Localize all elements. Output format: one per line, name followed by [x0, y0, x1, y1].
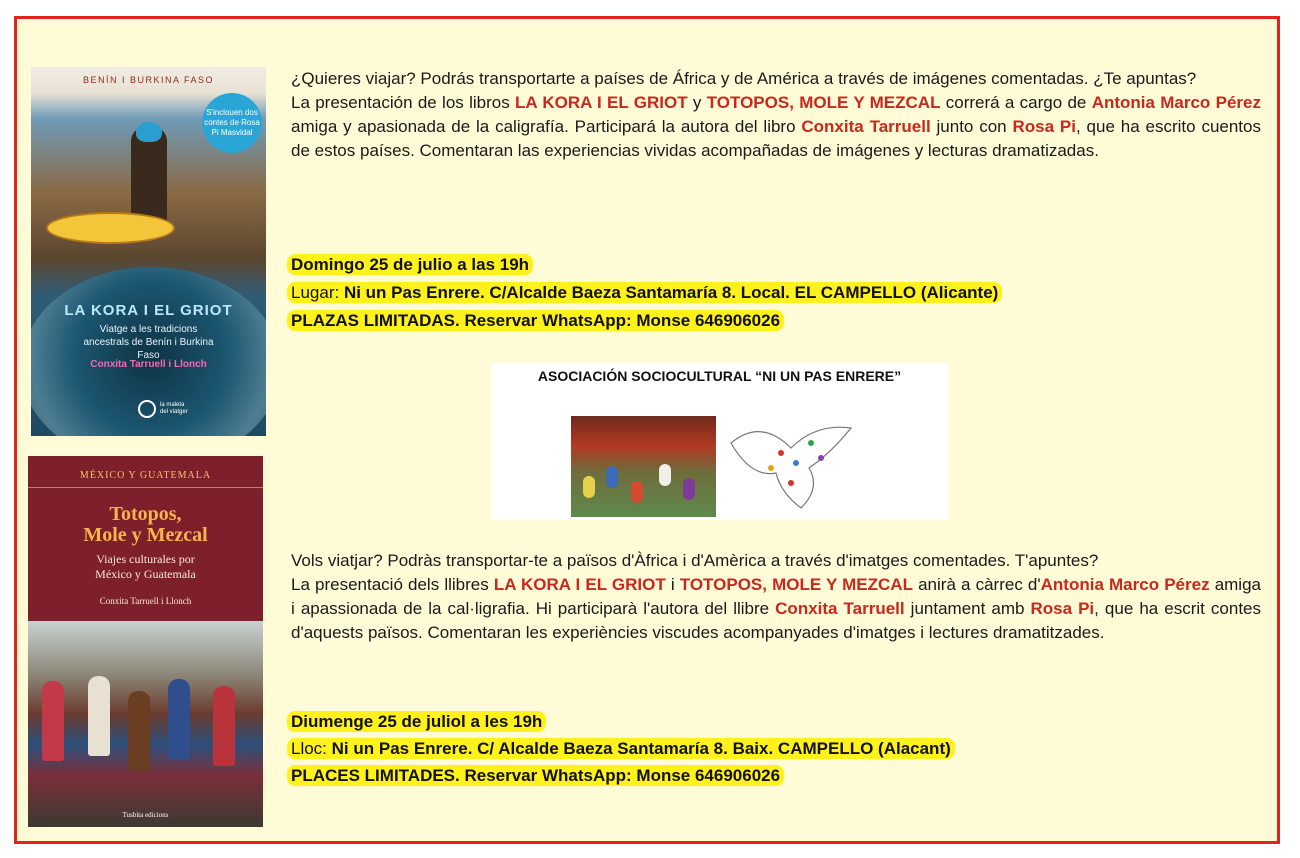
es-text-a: La presentación de los libros — [291, 93, 515, 112]
ca-co-author: Rosa Pi — [1030, 599, 1095, 618]
painted-figure — [631, 481, 643, 503]
es-place-label: Lugar: — [291, 283, 344, 302]
es-intro: ¿Quieres viajar? Podrás transportarte a países de África y de América a través de imágenes comentadas. ¿Te apuntas? — [291, 69, 1197, 88]
es-booking-line — [287, 308, 784, 334]
ca-author: Conxita Tarruell — [775, 599, 905, 618]
ca-date: Diumenge 25 de juliol a les 19h — [287, 711, 546, 732]
ca-intro: Vols viatjar? Podràs transportar-te a països d'Àfrica i d'Amèrica a través d'imatges comentades. T'apuntes? — [291, 551, 1099, 570]
es-presentation — [291, 91, 1261, 163]
festival-photo — [28, 621, 263, 827]
ca-paragraph — [291, 549, 1261, 645]
publisher-logo-icon — [138, 400, 156, 418]
ca-date-line — [287, 709, 546, 735]
es-paragraph — [291, 67, 1261, 163]
ca-text-d: juntament amb — [904, 599, 1031, 618]
es-presenter: Antonia Marco Pérez — [1091, 93, 1261, 112]
painted-figure — [683, 478, 695, 500]
ca-text-a: La presentació dels llibres — [291, 575, 494, 594]
cover1-badge — [202, 93, 262, 153]
cover2-subtitle-line1: Viajes culturales por — [96, 552, 195, 566]
association-box — [491, 363, 948, 520]
es-text-d: junto con — [930, 117, 1013, 136]
ca-booking: PLACES LIMITADES. Reservar WhatsApp: Monse 646906026 — [287, 765, 784, 786]
cover1-publisher-text: la maleta del viatger — [160, 402, 188, 415]
cover2-subtitle — [28, 552, 263, 582]
es-book1: LA KORA I EL GRIOT — [515, 93, 688, 112]
cover2-title — [28, 504, 263, 546]
dancers-painting — [571, 416, 716, 517]
ca-book2: TOTOPOS, MOLE Y MEZCAL — [679, 575, 913, 594]
dancer-figure — [128, 691, 150, 771]
association-title: ASOCIACIÓN SOCIOCULTURAL “NI UN PAS ENRERE” — [537, 368, 902, 384]
es-book2: TOTOPOS, MOLE Y MEZCAL — [706, 93, 941, 112]
ca-text-b: anirà a càrrec d' — [912, 575, 1041, 594]
cover1-publisher — [138, 400, 194, 418]
ca-place-line — [287, 736, 955, 762]
painted-figure — [659, 464, 671, 486]
es-text-e: , que ha escrito cuentos de estos países. Comentaran las experiencias vividas acompañadas de imágenes y lecturas dramatizadas. — [291, 117, 1261, 160]
cover2-title-line2: Mole y Mezcal — [83, 524, 208, 546]
es-text-and: y — [687, 93, 707, 112]
ca-text-e: , que ha escrit contes d'aquests països. Comentaran les experiències viscudes acompanyades d'imatges i lectures dramatitzades. — [291, 599, 1262, 642]
es-text-c: amiga y apasionada de la caligrafía. Participará la autora del libro — [291, 117, 802, 136]
book-cover-kora — [31, 67, 266, 436]
dancer-figure — [168, 679, 190, 759]
ca-presentation — [291, 573, 1261, 645]
painted-figure — [583, 476, 595, 498]
es-text-b: correrá a cargo de — [940, 93, 1092, 112]
book-cover-totopos — [28, 456, 263, 827]
cover1-title: LA KORA I EL GRIOT — [64, 302, 233, 319]
es-author: Conxita Tarruell — [801, 117, 931, 136]
headscarf — [136, 122, 162, 142]
dancer-figure — [213, 686, 235, 766]
cover2-title-line1: Totopos, — [109, 503, 182, 525]
ca-booking-line — [287, 763, 784, 789]
painted-figure — [606, 466, 618, 488]
ca-place-label: Lloc: — [291, 739, 332, 758]
es-place-line — [287, 280, 1002, 306]
cover2-divider — [28, 487, 263, 488]
es-date: Domingo 25 de julio a las 19h — [287, 254, 533, 275]
ca-place: Ni un Pas Enrere. C/ Alcalde Baeza Santamaría 8. Baix. CAMPELLO (Alacant) — [331, 739, 951, 758]
bowl-image — [46, 212, 175, 244]
es-co-author: Rosa Pi — [1012, 117, 1076, 136]
cover2-author: Conxita Tarruell i Llonch — [99, 596, 192, 606]
ca-presenter: Antonia Marco Pérez — [1040, 575, 1210, 594]
es-date-line — [287, 252, 533, 278]
es-place: Ni un Pas Enrere. C/Alcalde Baeza Santamaría 8. Local. EL CAMPELLO (Alicante) — [343, 283, 999, 302]
ca-text-c: amiga i apassionada de la cal·ligrafia. Hi participarà l'autora del llibre — [291, 575, 1261, 618]
cover2-subtitle-line2: México y Guatemala — [95, 567, 196, 581]
cover1-region: BENÍN I BURKINA FASO — [82, 75, 215, 85]
peace-dove-icon — [721, 413, 861, 518]
ca-book1: LA KORA I EL GRIOT — [493, 575, 666, 594]
cover1-subtitle: Viatge a les tradicions ancestrals de Benín i Burkina Faso — [83, 324, 214, 361]
dancer-figure — [42, 681, 64, 761]
es-booking: PLAZAS LIMITADAS. Reservar WhatsApp: Monse 646906026 — [287, 310, 784, 331]
dancer-figure — [88, 676, 110, 756]
cover1-author: Conxita Tarruell i Llonch — [90, 359, 207, 370]
cover2-region: MÉXICO Y GUATEMALA — [79, 470, 212, 481]
cover2-publisher: Tusbita edicions — [122, 811, 169, 819]
ca-text-and: i — [665, 575, 680, 594]
cover1-badge-text: S'inclouen dos contes de Rosa Pi Masvidal — [204, 108, 260, 137]
